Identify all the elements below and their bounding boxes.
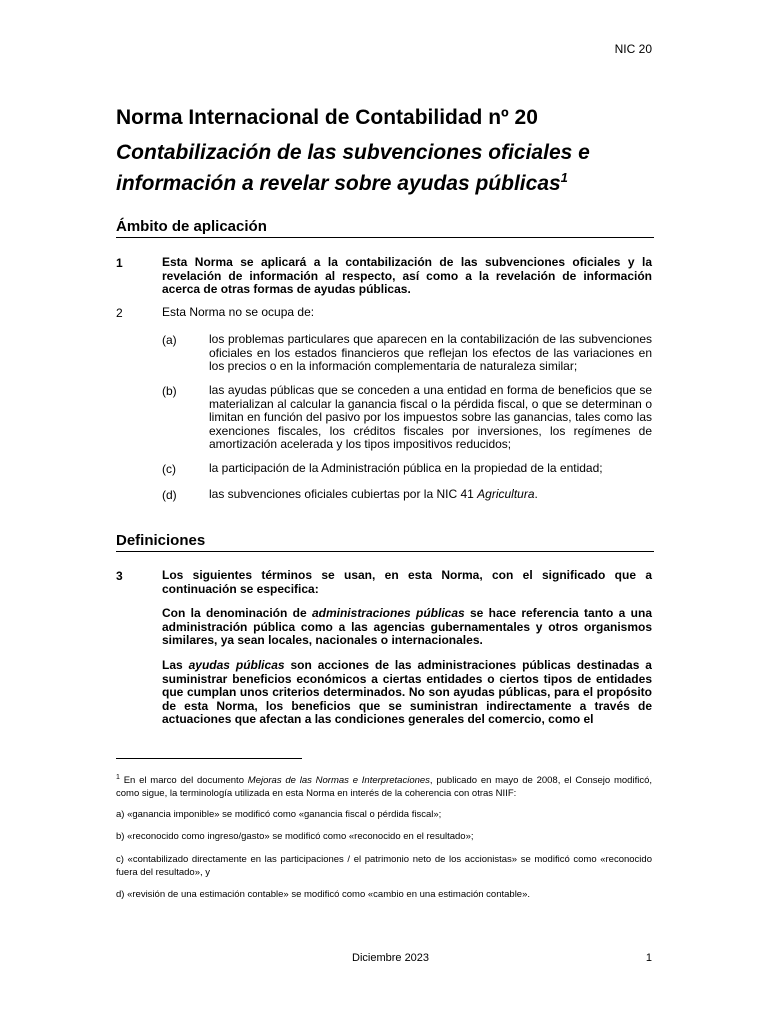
- list-item-text: los problemas particulares que aparecen en la contabilización de las subvenciones oficiales en los estados financieros que reflejan los efectos de las variaciones en los precios o en la información complementaria de naturaleza similar;: [209, 332, 652, 373]
- footnote-item: d) «revisión de una estimación contable» se modificó como «cambio en una estimación contable».: [116, 889, 531, 900]
- definition-paragraph: Las ayudas públicas son acciones de las administraciones públicas destinadas a suministrar beneficios económicos a ciertas entidades o ciertos tipos de entidades que cumplan unos criterios determinados. No son ayudas públicas, para el propósito de esta Norma, los beneficios que se suministran indirectamente a través de actuaciones que afectan a las condiciones generales del comercio, como el: [162, 658, 652, 726]
- paragraph-text: Los siguientes términos se usan, en esta Norma, con el significado que a continuación se especifica:: [162, 568, 652, 596]
- footnote-divider: [116, 758, 302, 759]
- list-label: (b): [162, 384, 177, 398]
- section-heading-definitions: Definiciones: [116, 532, 654, 552]
- footnote-item: a) «ganancia imponible» se modificó como «ganancia fiscal o pérdida fiscal»;: [116, 809, 442, 820]
- page-number: 1: [645, 952, 652, 964]
- list-label: (d): [162, 488, 177, 502]
- paragraph-text: Esta Norma no se ocupa de:: [162, 305, 315, 319]
- footer-date: Diciembre 2023: [352, 952, 430, 964]
- paragraph-number: 3: [116, 569, 123, 583]
- section-heading-scope: Ámbito de aplicación: [116, 218, 654, 238]
- document-title: Norma Internacional de Contabilidad nº 20: [116, 106, 538, 129]
- document-subtitle: [116, 140, 656, 196]
- list-item-text: las ayudas públicas que se conceden a una entidad en forma de beneficios que se materializan al calcular la ganancia fiscal o la pérdida fiscal, o que se determinan o limitan en función del pasivo por los impuestos sobre las ganancias, tales como las exenciones fiscales, los créditos fiscales por inversiones, los regímenes de amortización acelerada y los tipos impositivos reducidos;: [209, 383, 652, 451]
- footnote-item: b) «reconocido como ingreso/gasto» se modificó como «reconocido en el resultado»;: [116, 831, 474, 842]
- footnote-ref: 1: [560, 170, 568, 185]
- paragraph-number: 1: [116, 256, 123, 270]
- footnote-item: c) «contabilizado directamente en las participaciones / el patrimonio neto de los accionistas» se modificó como «reconocido fuera del resultado», y: [116, 854, 652, 878]
- list-item-text: la participación de la Administración pública en la propiedad de la entidad;: [209, 461, 603, 475]
- list-label: (c): [162, 462, 176, 476]
- footnote-intro: $^1$ En el marco del documento Mejoras de las Normas e Interpretaciones, publicado en mayo de 2008, el Consejo modificó, como sigue, la terminología utilizada en esta Norma en interés de la coherencia con otras NIIF:: [116, 774, 652, 799]
- paragraph-text: Esta Norma se aplicará a la contabilización de las subvenciones oficiales y la revelación de información al respecto, así como a la revelación de información acerca de otras formas de ayudas públicas.: [162, 255, 652, 296]
- header-code: NIC 20: [614, 42, 652, 56]
- subtitle-text: Contabilización de las subvenciones oficiales e información a revelar sobre ayudas públicas: [116, 141, 590, 195]
- paragraph-number: 2: [116, 306, 123, 320]
- list-label: (a): [162, 333, 177, 347]
- definition-paragraph: Con la denominación de administraciones públicas se hace referencia tanto a una administración pública como a las agencias gubernamentales y otros organismos similares, ya sean locales, nacionales o internacionales.: [162, 606, 653, 647]
- list-item-text: las subvenciones oficiales cubiertas por la NIC 41 Agricultura.: [209, 487, 538, 501]
